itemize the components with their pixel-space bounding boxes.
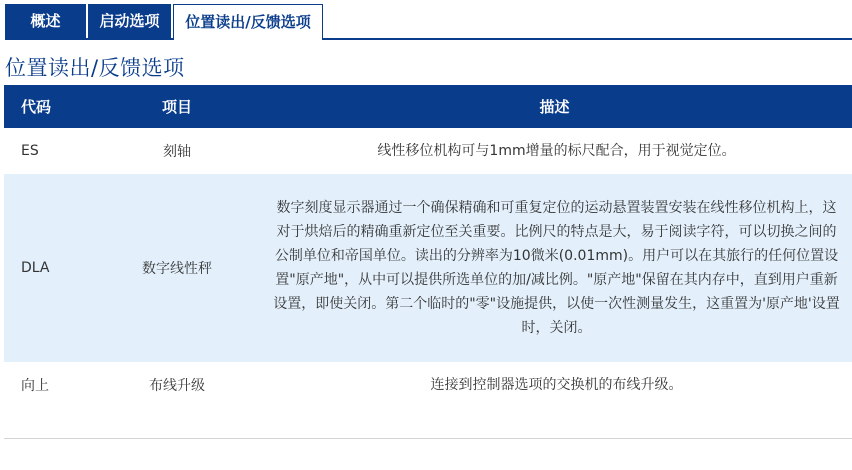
header-description: 描述 bbox=[539, 98, 570, 116]
table-row bbox=[4, 174, 852, 362]
cell-code: 向上 bbox=[4, 362, 97, 408]
cell-description: 线性移位机构可与1mm增量的标尺配合，用于视觉定位。 bbox=[257, 128, 852, 174]
cell-item: 数字线性秤 bbox=[97, 174, 257, 362]
tab-bar bbox=[5, 4, 852, 40]
cell-item: 刻轴 bbox=[97, 128, 257, 174]
bottom-divider bbox=[4, 438, 852, 439]
options-table-container bbox=[4, 85, 852, 408]
tab-overview[interactable]: 概述 bbox=[5, 4, 86, 38]
cell-description: 连接到控制器选项的交换机的布线升级。 bbox=[257, 362, 852, 408]
header-item: 项目 bbox=[161, 98, 192, 116]
table-header-row bbox=[4, 85, 852, 128]
page-title: 位置读出/反馈选项 bbox=[5, 56, 185, 80]
cell-item: 布线升级 bbox=[97, 362, 257, 408]
options-table bbox=[4, 85, 852, 408]
cell-description: 数字刻度显示器通过一个确保精确和可重复定位的运动悬置装置安装在线性移位机构上，这对于烘焙后的精确重新定位至关重要。比例尺的特点是大，易于阅读字符，可以切换之间的公制单位和帝国单位。读出的分辨率为10微米(0.01mm)。用户可以在其旅行的任何位置设置"原产地"，从中可以提供所选单位的加/减比例。"原产地"保留在其内存中，直到用户重新设置，即使关闭。第二个临时的"零"设施提供，以使一次性测量发生，这重置为'原产地'设置时，关闭。 bbox=[257, 174, 852, 362]
cell-code: DLA bbox=[4, 174, 97, 362]
cell-code: ES bbox=[4, 128, 97, 174]
tab-position-readout-options[interactable]: 位置读出/反馈选项 bbox=[173, 4, 323, 40]
tab-startup-options[interactable]: 启动选项 bbox=[88, 4, 171, 38]
table-row bbox=[4, 128, 852, 174]
header-code: 代码 bbox=[21, 98, 52, 116]
table-row bbox=[4, 362, 852, 408]
